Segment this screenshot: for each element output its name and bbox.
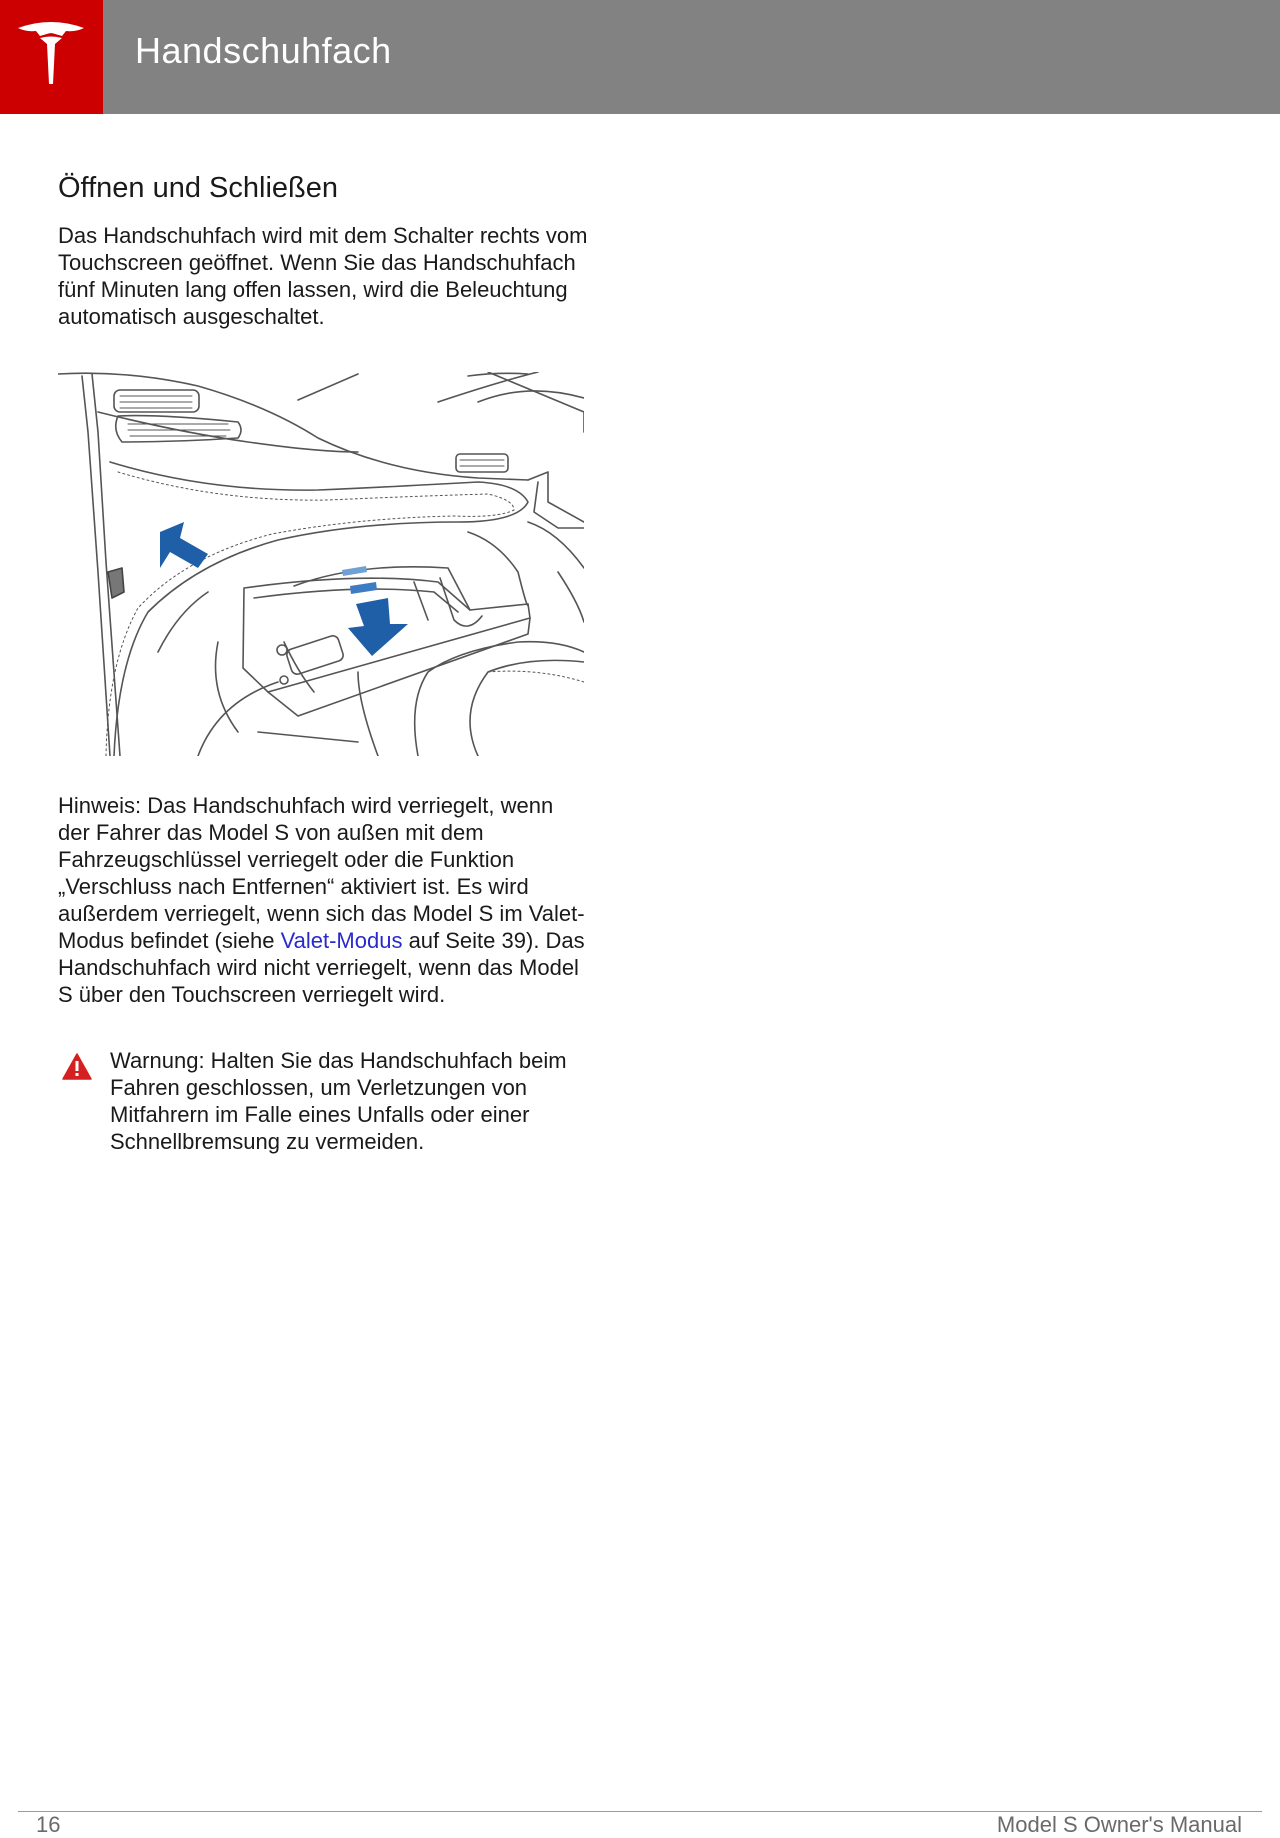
valet-mode-link[interactable]: Valet-Modus [280, 928, 403, 953]
intro-paragraph: Das Handschuhfach wird mit dem Schalter rechts vom Touchscreen geöffnet. Wenn Sie das Handschuhfach fünf Minuten lang offen lassen, wird die Beleuchtung automatisch ausgeschaltet. [58, 223, 588, 329]
page-title: Handschuhfach [135, 30, 392, 71]
warning-text: Warnung: Halten Sie das Handschuhfach beim Fahren geschlossen, um Verletzungen von Mitfahrern im Falle eines Unfalls oder einer Schnellbremsung zu vermeiden. [110, 1048, 567, 1154]
note-text-start: Hinweis: Das Handschuhfach wird verriegelt, wenn der Fahrer das Model S von außen mit dem Fahrzeugschlüssel verriegelt oder die Funktion „Verschluss nach Entfernen“ aktiviert ist. Es wird außerdem verriegelt, wenn sich das Model S im Valet-Modus befindet (siehe [58, 793, 585, 953]
note-text-end: auf Seite 39). Das Handschuhfach wird nicht verriegelt, wenn das Model S über den Touchscreen verriegelt wird. [58, 928, 585, 1007]
glovebox-illustration-icon [58, 372, 584, 756]
section-heading: Öffnen und Schließen [58, 172, 338, 204]
page-number: 16 [36, 1812, 61, 1837]
page-header [0, 0, 1280, 114]
note-paragraph [58, 792, 588, 1008]
tesla-logo-icon [0, 0, 103, 114]
warning-triangle-icon [62, 1053, 92, 1080]
manual-title: Model S Owner's Manual [996, 1812, 1242, 1837]
